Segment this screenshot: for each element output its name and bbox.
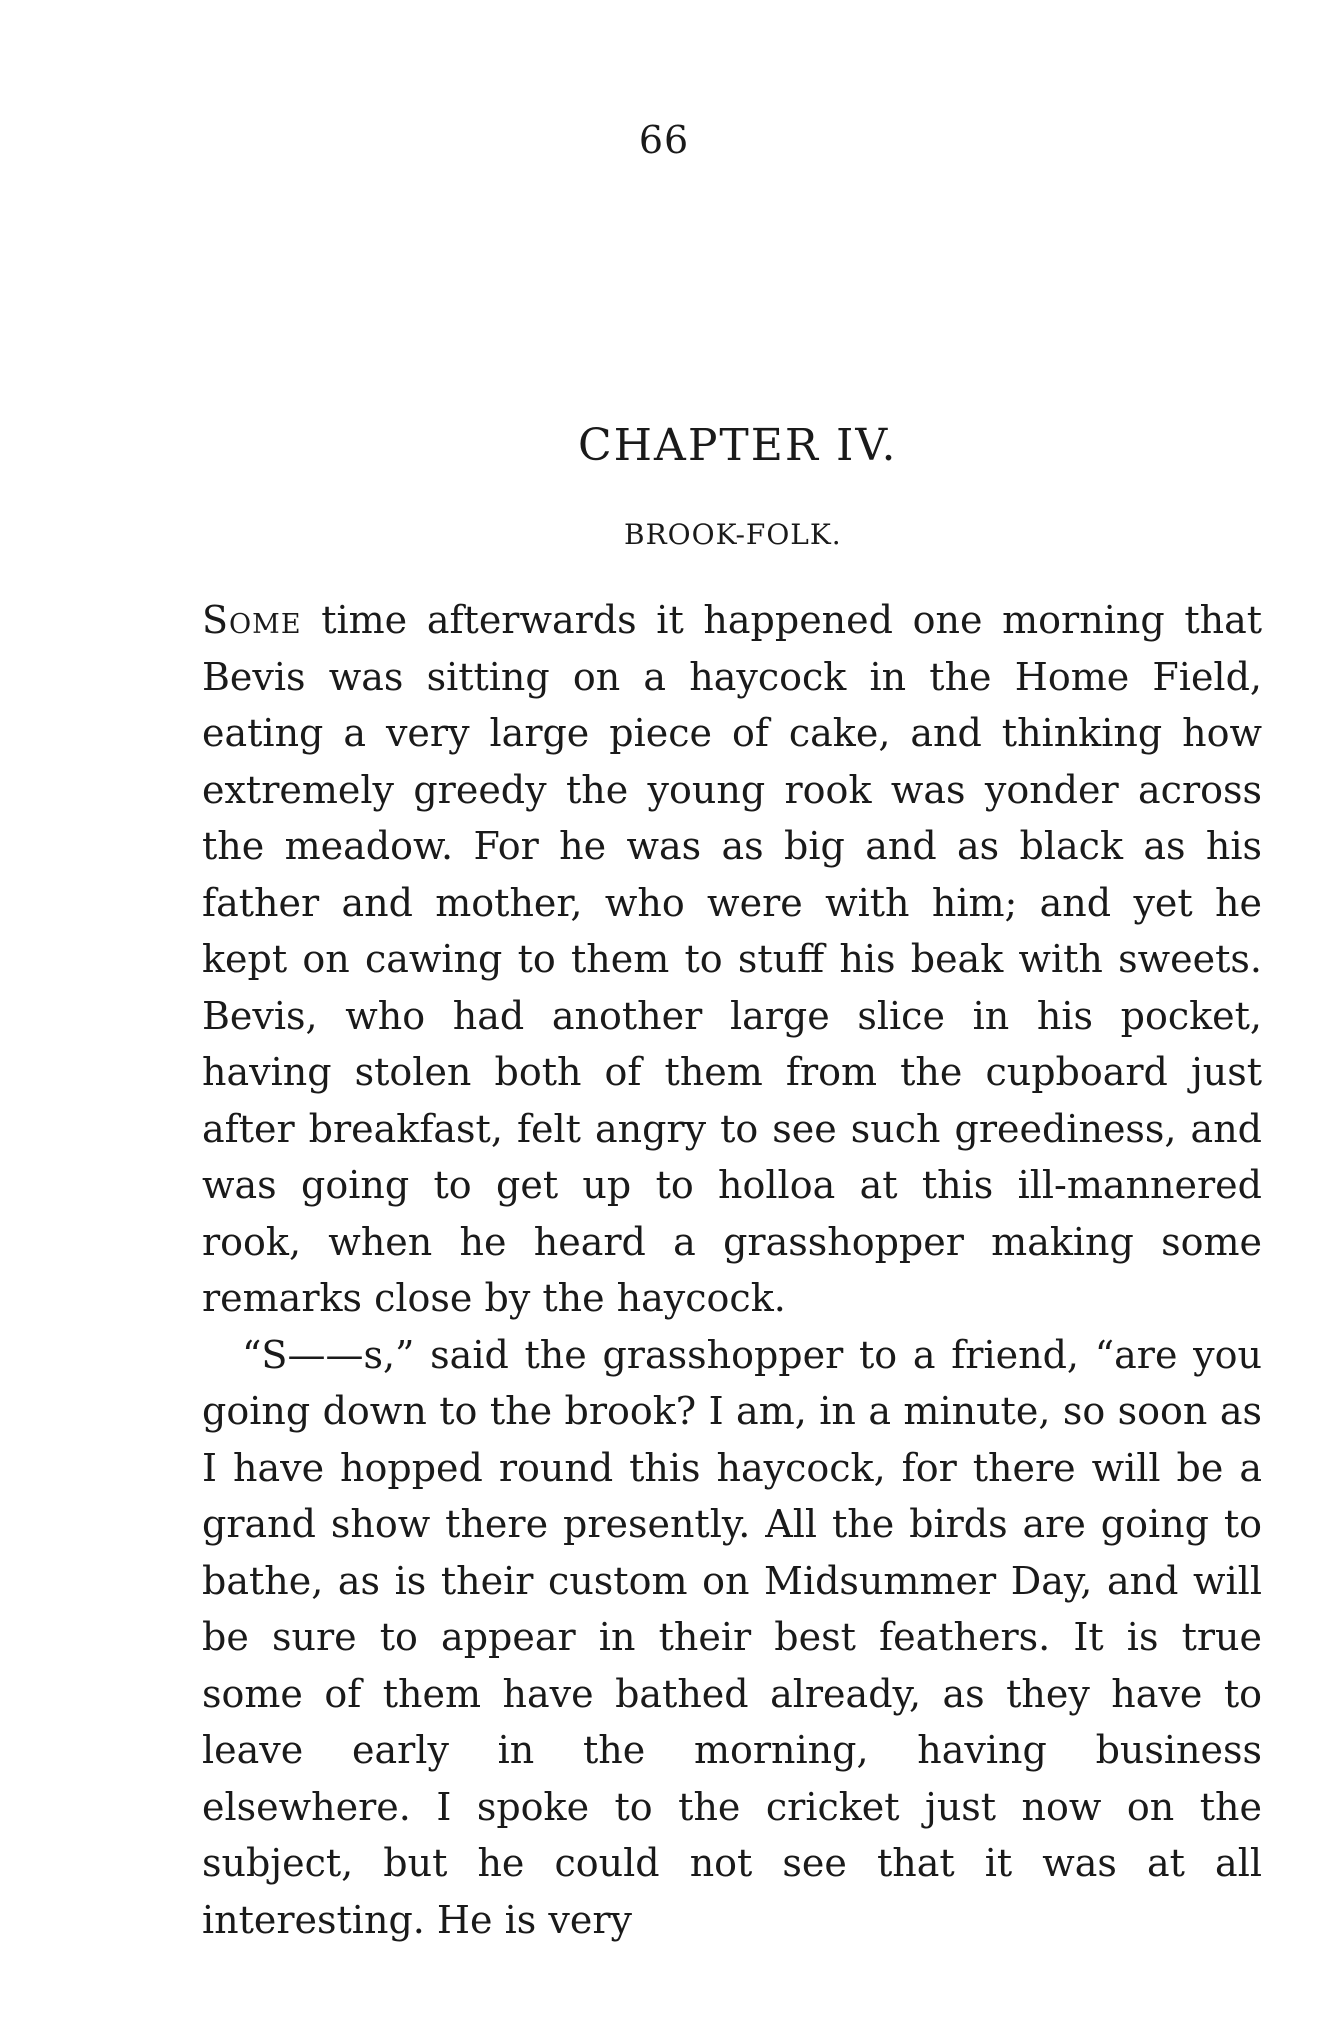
body-text	[202, 592, 1262, 1948]
paragraph-1-text: time afterwards it happened one morning that Bevis was sitting on a haycock in the Home Field, eating a very large piece of cake, and thinking how extremely greedy the young rook was yonder across the meadow. For he was as big and as black as his father and mother, who were with him; and yet he kept on cawing to them to stuff his beak with sweets. Bevis, who had another large slice in his pocket, having stolen both of them from the cupboard just after breakfast, felt angry to see such greediness, and was going to get up to holloa at this ill-mannered rook, when he heard a grasshopper making some remarks close by the haycock.	[202, 598, 1262, 1320]
chapter-subtitle: BROOK-FOLK.	[624, 518, 842, 551]
paragraph-lead-word: Some	[202, 598, 302, 642]
chapter-heading: CHAPTER IV.	[578, 420, 898, 471]
page-number: 66	[638, 118, 690, 162]
paragraph-2: “S——s,” said the grasshopper to a friend, “are you going down to the brook? I am, in a minute, so soon as I have hopped round this haycock, for there will be a grand show there presently. All the birds are going to bathe, as is their custom on Midsummer Day, and will be sure to appear in their best feathers. It is true some of them have bathed already, as they have to leave early in the morning, having business elsewhere. I spoke to the cricket just now on the subject, but he could not see that it was at all interesting. He is very	[202, 1332, 1262, 1942]
paragraph-1	[202, 592, 1262, 1327]
